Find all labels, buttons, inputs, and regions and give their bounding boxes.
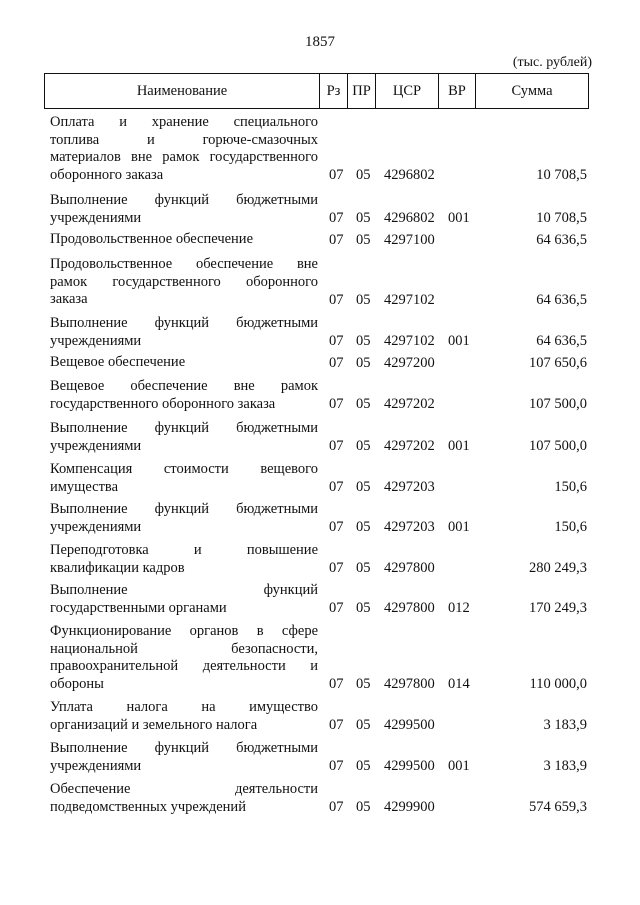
row-pr: 05 <box>356 333 371 349</box>
row-name-line: учреждениями <box>50 332 142 349</box>
row-rz: 07 <box>329 291 344 308</box>
row-rz: 07 <box>329 167 344 183</box>
row-name-line: учреждениями <box>50 757 142 774</box>
row-rz: 07 <box>329 676 344 692</box>
row-sum: 170 249,3 <box>529 600 587 616</box>
table-row <box>50 256 590 309</box>
table-row <box>50 542 590 577</box>
table-row <box>50 231 590 249</box>
units-label: (тыс. рублей) <box>512 55 592 70</box>
row-sum: 3 183,9 <box>543 758 587 774</box>
row-sum: 64 636,5 <box>536 291 587 308</box>
row-rz: 07 <box>329 333 344 349</box>
row-name-line: Переподготовка и повышение <box>50 542 318 558</box>
row-rz: 07 <box>329 210 344 226</box>
table-row <box>50 582 590 617</box>
row-pr: 05 <box>356 355 371 371</box>
row-sum: 107 500,0 <box>529 396 587 412</box>
table-header <box>44 73 589 109</box>
row-name-line: учреждениями <box>50 209 142 226</box>
row-vr: 001 <box>448 333 470 349</box>
row-csr: 4297202 <box>384 438 435 454</box>
row-csr: 4297102 <box>384 333 435 349</box>
row-rz: 07 <box>329 438 344 454</box>
row-csr: 4297100 <box>384 232 435 248</box>
row-csr: 4297200 <box>384 355 435 371</box>
row-sum: 150,6 <box>554 479 587 495</box>
row-rz: 07 <box>329 600 344 616</box>
row-pr: 05 <box>356 676 371 692</box>
row-sum: 107 650,6 <box>529 355 587 371</box>
row-vr: 001 <box>448 758 470 774</box>
row-name-line: учреждениями <box>50 437 142 454</box>
row-csr: 4297800 <box>384 676 435 692</box>
row-name-line: подведомственных учреждений <box>50 798 246 815</box>
row-sum: 110 000,0 <box>529 676 587 692</box>
row-sum: 64 636,5 <box>536 232 587 248</box>
row-name-line: Выполнение функций бюджетными <box>50 501 318 517</box>
row-name-line: Обеспечение деятельности <box>50 781 318 797</box>
row-csr: 4299900 <box>384 799 435 815</box>
row-name-line: Функционирование органов в сфере <box>50 623 318 639</box>
row-sum: 3 183,9 <box>543 717 587 733</box>
row-name-line: правоохранительной деятельности и <box>50 658 318 674</box>
row-rz: 07 <box>329 717 344 733</box>
row-vr: 014 <box>448 676 470 692</box>
row-name-line: топлива и горюче-смазочных <box>50 131 318 148</box>
header-sum: Сумма <box>475 74 588 108</box>
row-sum: 10 708,5 <box>536 210 587 226</box>
row-sum: 150,6 <box>554 519 587 535</box>
row-name-line: Оплата и хранение специального <box>50 114 318 130</box>
row-name-line: рамок государственного оборонного <box>50 273 318 290</box>
row-csr: 4297203 <box>384 519 435 535</box>
table-row <box>50 699 590 734</box>
row-sum: 280 249,3 <box>529 560 587 576</box>
table-row <box>50 114 590 184</box>
table-row <box>50 420 590 455</box>
row-rz: 07 <box>329 232 344 248</box>
row-vr: 001 <box>448 210 470 226</box>
row-name-line: учреждениями <box>50 518 142 535</box>
row-rz: 07 <box>329 560 344 576</box>
row-name-line: Вещевое обеспечение <box>50 354 186 370</box>
header-rz: Рз <box>319 74 347 108</box>
row-sum: 10 708,5 <box>536 167 587 183</box>
row-name-line: Компенсация стоимости вещевого <box>50 461 318 477</box>
row-name-line: Выполнение функций бюджетными <box>50 192 318 208</box>
row-name-line: Продовольственное обеспечение вне <box>50 256 318 272</box>
row-name-line: Вещевое обеспечение вне рамок <box>50 378 318 394</box>
row-name-line: обороны <box>50 675 104 692</box>
table-row <box>50 315 590 350</box>
row-vr: 001 <box>448 438 470 454</box>
row-rz: 07 <box>329 519 344 535</box>
row-rz: 07 <box>329 355 344 371</box>
page-number: 1857 <box>305 34 335 50</box>
row-csr: 4297800 <box>384 560 435 576</box>
row-name-line: государственного оборонного заказа <box>50 395 276 412</box>
table-row <box>50 354 590 372</box>
row-vr: 012 <box>448 600 470 616</box>
row-pr: 05 <box>356 232 371 248</box>
row-name-line: Выполнение функций <box>50 582 318 598</box>
row-pr: 05 <box>356 167 371 183</box>
row-rz: 07 <box>329 396 344 412</box>
row-name-line: Выполнение функций бюджетными <box>50 420 318 436</box>
row-rz: 07 <box>329 799 344 815</box>
row-pr: 05 <box>356 291 371 308</box>
table-row <box>50 461 590 496</box>
row-csr: 4296802 <box>384 167 435 183</box>
header-csr: ЦСР <box>375 74 438 108</box>
row-pr: 05 <box>356 438 371 454</box>
row-name-line: организаций и земельного налога <box>50 716 258 733</box>
row-name-line: заказа <box>50 291 88 307</box>
row-pr: 05 <box>356 396 371 412</box>
table-row <box>50 192 590 227</box>
row-csr: 4299500 <box>384 717 435 733</box>
table-row <box>50 781 590 816</box>
table-row <box>50 623 590 693</box>
row-rz: 07 <box>329 758 344 774</box>
row-pr: 05 <box>356 479 371 495</box>
header-pr: ПР <box>347 74 375 108</box>
row-name-line: Выполнение функций бюджетными <box>50 740 318 756</box>
table-row <box>50 740 590 775</box>
row-pr: 05 <box>356 758 371 774</box>
row-pr: 05 <box>356 799 371 815</box>
row-sum: 574 659,3 <box>529 799 587 815</box>
row-name-line: государственными органами <box>50 599 227 616</box>
row-name-line: Уплата налога на имущество <box>50 699 318 715</box>
row-sum: 64 636,5 <box>536 333 587 349</box>
row-csr: 4297203 <box>384 479 435 495</box>
row-pr: 05 <box>356 600 371 616</box>
header-vr: ВР <box>438 74 475 108</box>
row-rz: 07 <box>329 479 344 495</box>
row-csr: 4297202 <box>384 396 435 412</box>
row-vr: 001 <box>448 519 470 535</box>
row-name-line: материалов вне рамок государственного <box>50 149 318 165</box>
row-csr: 4296802 <box>384 210 435 226</box>
row-pr: 05 <box>356 210 371 226</box>
row-name-line: Выполнение функций бюджетными <box>50 315 318 331</box>
row-name-line: имущества <box>50 478 119 495</box>
header-name: Наименование <box>136 83 228 99</box>
row-name-line: Продовольственное обеспечение <box>50 231 253 247</box>
table-row <box>50 501 590 536</box>
table-row <box>50 378 590 413</box>
row-pr: 05 <box>356 717 371 733</box>
row-pr: 05 <box>356 519 371 535</box>
row-name-line: национальной безопасности, <box>50 640 318 657</box>
row-sum: 107 500,0 <box>529 438 587 454</box>
row-csr: 4299500 <box>384 758 435 774</box>
row-pr: 05 <box>356 560 371 576</box>
row-csr: 4297102 <box>384 291 435 308</box>
row-name-line: квалификации кадров <box>50 559 185 576</box>
row-csr: 4297800 <box>384 600 435 616</box>
row-name-line: оборонного заказа <box>50 166 164 183</box>
